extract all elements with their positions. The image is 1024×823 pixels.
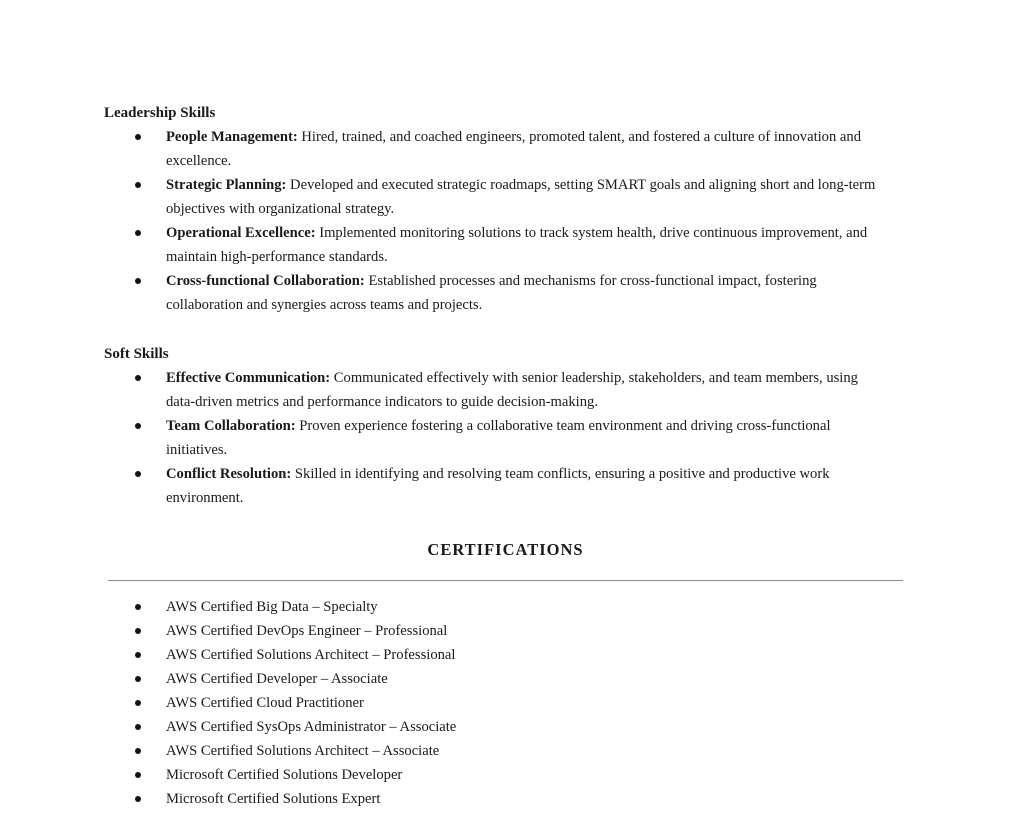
list-item [0,739,910,763]
list-item [0,462,866,510]
bullet-icon [135,278,141,284]
certification-name: AWS Certified Big Data – Specialty [166,599,378,615]
skill-title: People Management: [166,129,298,145]
bullet-icon [135,700,141,706]
certification-name: AWS Certified Developer – Associate [166,671,388,687]
bullet-icon [135,628,141,634]
certification-name: Microsoft Certified Solutions Developer [166,767,403,783]
certifications-heading: CERTIFICATIONS [427,540,584,559]
bullet-icon [135,604,141,610]
certification-name: AWS Certified Cloud Practitioner [166,695,364,711]
list-item [0,595,910,619]
skill-text: Established processes and mechanisms for cross-functional impact, fostering collaboration and synergies across teams and projects. [166,273,817,313]
skill-text: Proven experience fostering a collaborative team environment and driving cross-functional initiatives. [166,418,831,458]
certification-name: AWS Certified DevOps Engineer – Professional [166,623,448,639]
list-item [0,125,901,173]
bullet-icon [135,724,141,730]
skill-text: Communicated effectively with senior leadership, stakeholders, and team members, using data-driven metrics and performance indicators to guide decision-making. [166,370,858,410]
bullet-icon [135,375,141,381]
skill-title: Operational Excellence: [166,225,316,241]
list-item [0,691,910,715]
bullet-icon [135,423,141,429]
bullet-icon [135,772,141,778]
certification-name: AWS Certified Solutions Architect – Professional [166,647,456,663]
skill-text: Implemented monitoring solutions to track system health, drive continuous improvement, and maintain high-performance standards. [166,225,868,265]
list-item [0,763,910,787]
bullet-icon [135,748,141,754]
skill-title: Team Collaboration: [166,418,296,434]
certification-name: Microsoft Certified Solutions Expert [166,791,381,807]
skill-text: Skilled in identifying and resolving team conflicts, ensuring a positive and productive work environment. [166,466,830,506]
skill-text: Developed and executed strategic roadmaps, setting SMART goals and aligning short and long-term objectives with organizational strategy. [166,177,876,217]
certification-name: AWS Certified SysOps Administrator – Associate [166,719,457,735]
bullet-icon [135,471,141,477]
skill-title: Strategic Planning: [166,177,287,193]
list-item [0,787,910,811]
bullet-icon [135,134,141,140]
skill-title: Effective Communication: [166,370,331,386]
soft-skills-heading: Soft Skills [104,346,169,362]
list-item [0,643,910,667]
skill-title: Conflict Resolution: [166,466,292,482]
skill-title: Cross-functional Collaboration: [166,273,365,289]
bullet-icon [135,652,141,658]
list-item [0,221,901,269]
list-item [0,173,901,221]
soft-skills-list [0,366,910,510]
list-item [0,715,910,739]
list-item [0,667,910,691]
section-divider [108,580,903,581]
bullet-icon [135,230,141,236]
list-item [0,269,856,317]
certifications-list [0,595,910,811]
list-item [0,619,910,643]
list-item [0,366,886,414]
leadership-skills-heading: Leadership Skills [104,105,216,121]
list-item [0,414,861,462]
certification-name: AWS Certified Solutions Architect – Associate [166,743,440,759]
leadership-skills-list [0,125,910,317]
bullet-icon [135,182,141,188]
bullet-icon [135,796,141,802]
skill-text: Hired, trained, and coached engineers, promoted talent, and fostered a culture of innovation and excellence. [166,129,861,169]
bullet-icon [135,676,141,682]
